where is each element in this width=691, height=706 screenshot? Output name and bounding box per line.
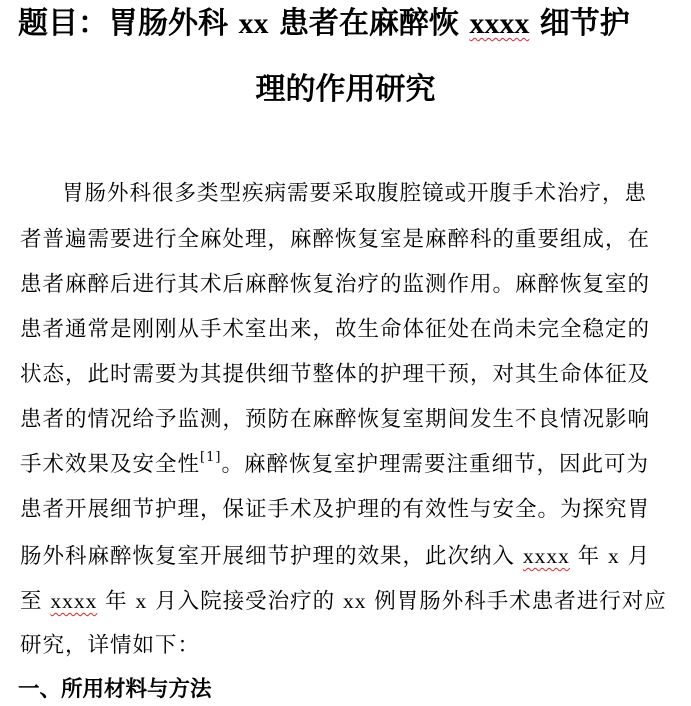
- body-line-9-text-2: 年: [569, 544, 609, 569]
- body-line-10-text-4: 例胃肠外科手术患者进行对应: [366, 589, 667, 614]
- body-line-10-text-2: 年: [97, 589, 136, 614]
- title-text-2: 患者在麻醉恢: [268, 6, 470, 41]
- title-placeholder-xx: xx: [238, 7, 269, 40]
- body-line-10-text-1: 至: [20, 589, 51, 614]
- body-line-5: 状态，此时需要为其提供细节整体的护理干预，对其生命体征及: [20, 362, 651, 387]
- body-line-9-text-1: 肠外科麻醉恢复室开展细节护理的效果，此次纳入: [20, 544, 523, 569]
- placeholder-year-start: xxxx: [522, 544, 570, 568]
- body-line-9: [20, 542, 671, 571]
- title-text-3: 细节护: [529, 6, 630, 41]
- body-line-7-text-1: 手术效果及安全性: [20, 452, 201, 477]
- body-line-9-text-3: 月: [619, 544, 651, 569]
- document-title-line-1: [18, 4, 691, 44]
- placeholder-month-start: x: [608, 544, 620, 568]
- body-line-7: [20, 451, 671, 479]
- placeholder-month-end: x: [135, 589, 148, 613]
- body-line-4: 患者通常是刚刚从手术室出来，故生命体征处在尚未完全稳定的: [20, 317, 651, 342]
- body-line-1: 胃肠外科很多类型疾病需要采取腹腔镜或开腹手术治疗，患: [62, 181, 648, 206]
- body-line-10: [20, 587, 671, 616]
- body-line-7-text-2: 。麻醉恢复室护理需要注重细节，因此可为: [221, 452, 649, 477]
- document-title-line-2: 理的作用研究: [255, 72, 436, 107]
- body-line-10-text-3: 月入院接受治疗的: [147, 589, 343, 614]
- section-heading: 一、所用材料与方法: [18, 677, 212, 702]
- body-line-8: 患者开展细节护理，保证手术及护理的有效性与安全。为探究胃: [20, 497, 651, 522]
- citation-reference: [1]: [200, 450, 222, 465]
- placeholder-year-end: xxxx: [50, 589, 98, 613]
- placeholder-case-count: xx: [342, 589, 367, 613]
- body-line-2: 者普遍需要进行全麻处理，麻醉恢复室是麻醉科的重要组成，在: [20, 227, 651, 252]
- body-line-11: 研究，详情如下：: [20, 633, 201, 658]
- title-text-1: 题目：胃肠外科: [18, 6, 239, 41]
- title-placeholder-xxxx: xxxx: [469, 7, 530, 40]
- body-line-6: 患者的情况给予监测，预防在麻醉恢复室期间发生不良情况影响: [20, 407, 651, 432]
- body-line-3: 患者麻醉后进行其术后麻醉恢复治疗的监测作用。麻醉恢复室的: [20, 272, 651, 297]
